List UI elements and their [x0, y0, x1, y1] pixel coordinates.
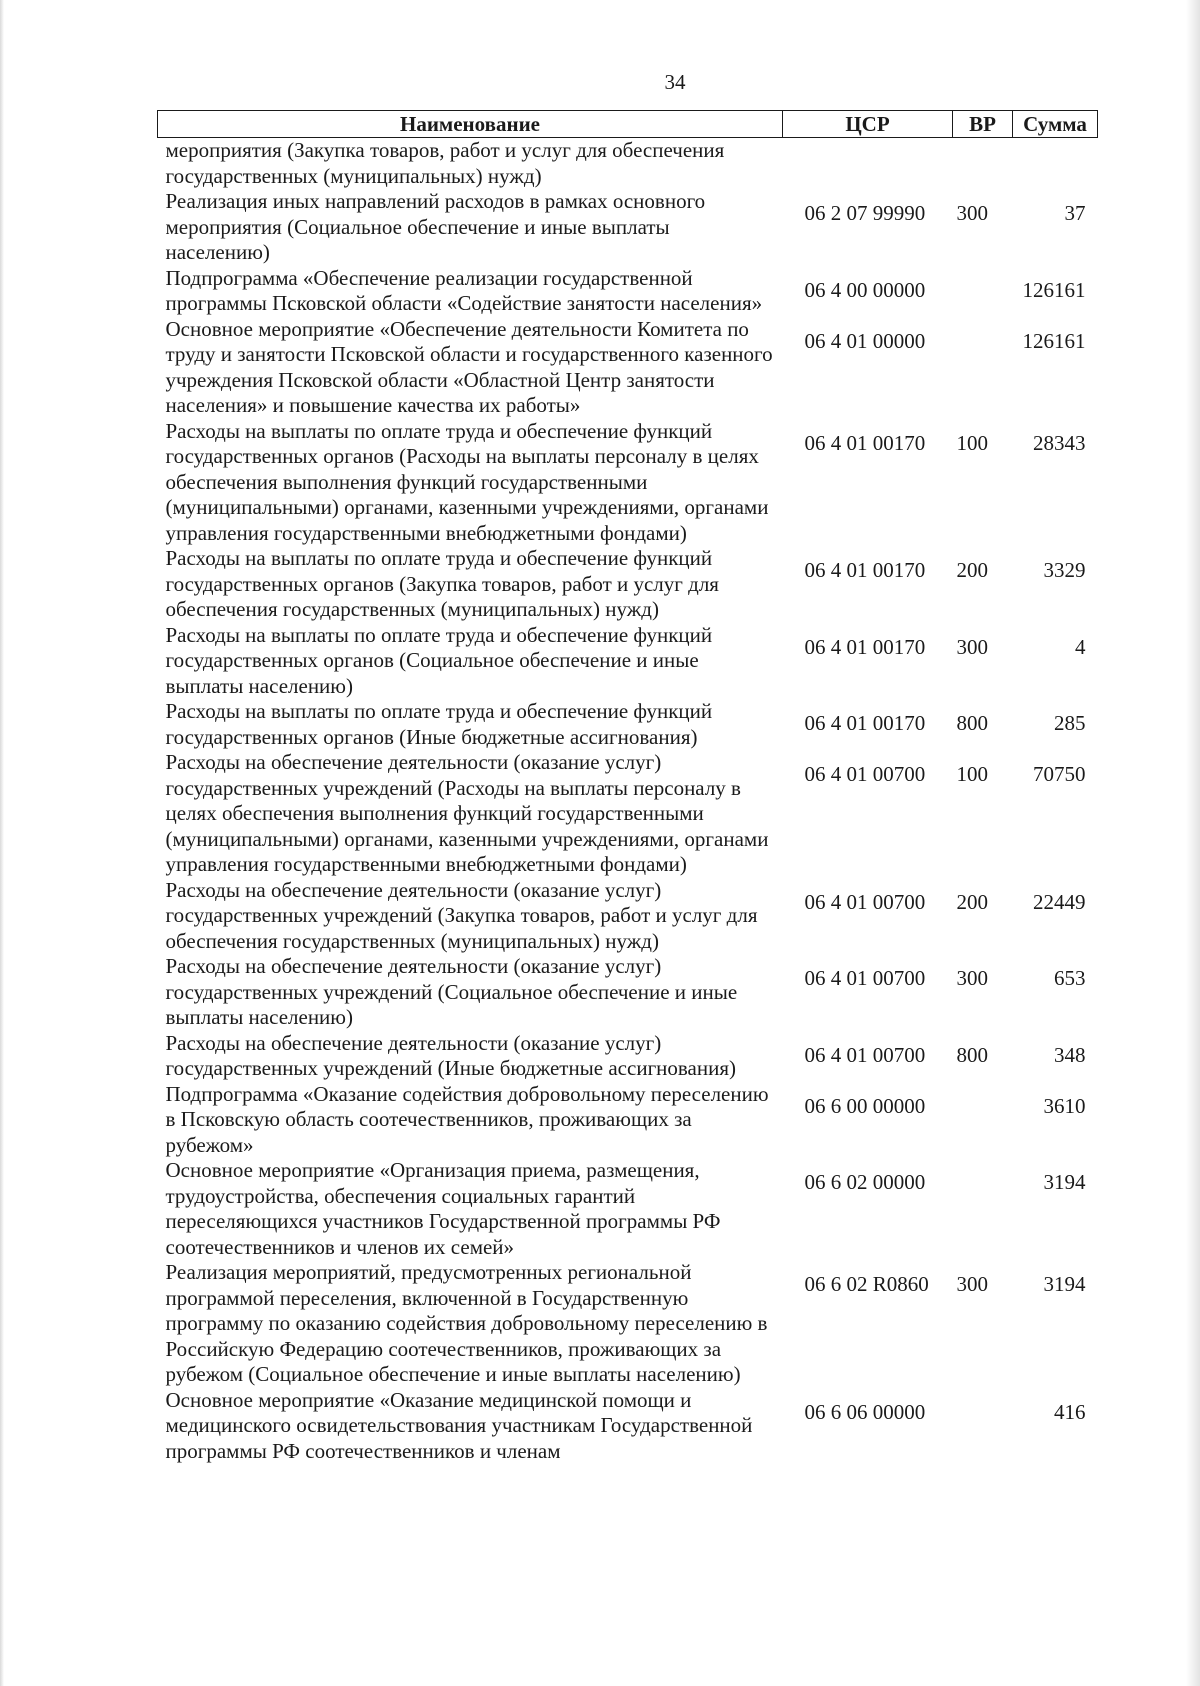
table-row — [158, 954, 1098, 1031]
row-sum — [1013, 138, 1098, 190]
header-vr: ВР — [953, 111, 1013, 138]
row-csr: 06 6 00 00000 — [804, 1093, 926, 1118]
table-row — [158, 1158, 1098, 1260]
row-csr: 06 4 01 00700 — [804, 1042, 926, 1067]
row-vr: 800 — [956, 711, 988, 735]
row-vr: 300 — [956, 634, 988, 659]
row-csr: 06 4 01 00700 — [804, 762, 926, 786]
row-name: Подпрограмма «Оказание содействия добровольному переселению в Псковскую область соотечественников, проживающих за рубежом» — [165, 1081, 769, 1157]
row-sum: 416 — [1054, 1399, 1086, 1424]
row-vr: 100 — [956, 762, 988, 786]
table-header — [158, 111, 1098, 138]
row-name: Расходы на выплаты по оплате труда и обеспечение функций государственных органов (Иные бюджетные ассигнования) — [165, 699, 713, 749]
row-sum: 70750 — [1033, 762, 1086, 786]
row-sum: 3329 — [1043, 558, 1086, 582]
row-sum: 348 — [1054, 1042, 1086, 1067]
table-row — [158, 189, 1098, 266]
table-row — [158, 266, 1098, 317]
page-number — [0, 70, 1200, 95]
table-row — [158, 546, 1098, 623]
header-csr: ЦСР — [783, 111, 953, 138]
table-row — [158, 138, 1098, 190]
row-csr: 06 4 01 00700 — [804, 889, 926, 914]
row-csr: 06 4 01 00170 — [804, 430, 926, 455]
row-sum: 4 — [1075, 634, 1086, 659]
table-row — [158, 419, 1098, 547]
row-sum: 22449 — [1033, 889, 1086, 914]
row-vr — [953, 138, 1013, 190]
row-sum: 653 — [1054, 966, 1086, 990]
table-row — [158, 1260, 1098, 1388]
scan-edge-left — [0, 0, 4, 1686]
row-csr: 06 4 00 00000 — [804, 277, 926, 302]
row-name: Подпрограмма «Обеспечение реализации государственной программы Псковской области «Содействие занятости населения» — [165, 265, 763, 315]
row-csr: 06 2 07 99990 — [804, 201, 926, 225]
table-body — [158, 138, 1098, 1465]
row-name: Реализация мероприятий, предусмотренных региональной программой переселения, включенной в Государственную программу по оказанию содействия добровольному переселению в Российскую Федерацию соотечественников, проживающих за рубежом (Социальное обеспечение и иные выплаты населению) — [165, 1260, 768, 1386]
row-vr — [953, 266, 1013, 317]
row-name: Расходы на обеспечение деятельности (оказание услуг) государственных учреждений (Иные бюджетные ассигнования) — [165, 1030, 737, 1080]
row-sum: 285 — [1054, 711, 1086, 735]
row-sum: 3610 — [1043, 1093, 1086, 1118]
row-vr: 300 — [956, 966, 988, 990]
row-sum: 3194 — [1043, 1272, 1086, 1296]
row-csr: 06 4 01 00700 — [804, 966, 926, 990]
row-name: Основное мероприятие «Организация приема, размещения, трудоустройства, обеспечения социальных гарантий переселяющихся участников Государственной программы РФ соотечественников и членов их семей» — [165, 1158, 721, 1259]
row-name: Основное мероприятие «Оказание медицинской помощи и медицинского освидетельствования участникам Государственной программы РФ соотечественников и членам — [165, 1387, 753, 1463]
row-vr — [953, 317, 1013, 419]
row-sum: 126161 — [1022, 277, 1086, 302]
row-sum: 28343 — [1033, 430, 1086, 455]
row-csr: 06 4 01 00170 — [804, 634, 926, 659]
header-row — [158, 111, 1098, 138]
row-name: Расходы на выплаты по оплате труда и обеспечение функций государственных органов (Социальное обеспечение и иные выплаты населению) — [165, 622, 713, 698]
table-row — [158, 623, 1098, 700]
row-sum: 37 — [1064, 201, 1086, 225]
table-row — [158, 1031, 1098, 1082]
row-csr: 06 4 01 00170 — [804, 558, 926, 582]
row-name: Расходы на выплаты по оплате труда и обеспечение функций государственных органов (Расходы на выплаты персоналу в целях обеспечения выполнения функций государственными (муниципальными) органами, казенными учреждениями, органами управления государственными внебюджетными фондами) — [165, 418, 769, 545]
row-vr: 800 — [956, 1042, 988, 1067]
table-row — [158, 750, 1098, 878]
row-name: мероприятия (Закупка товаров, работ и услуг для обеспечения государственных (муниципальных) нужд) — [165, 138, 725, 188]
row-vr: 300 — [956, 1272, 988, 1296]
row-sum: 126161 — [1022, 328, 1086, 353]
row-name: Реализация иных направлений расходов в рамках основного мероприятия (Социальное обеспечение и иные выплаты населению) — [165, 189, 706, 264]
row-csr: 06 4 01 00000 — [804, 328, 926, 353]
table-row — [158, 1082, 1098, 1159]
row-vr: 200 — [956, 558, 988, 582]
row-csr: 06 6 02 00000 — [804, 1170, 926, 1194]
table-row — [158, 699, 1098, 750]
row-vr: 300 — [956, 201, 988, 225]
header-name: Наименование — [158, 111, 783, 138]
row-vr — [953, 1388, 1013, 1465]
table-row — [158, 1388, 1098, 1465]
row-name: Расходы на выплаты по оплате труда и обеспечение функций государственных органов (Закупка товаров, работ и услуг для обеспечения государственных (муниципальных) нужд) — [165, 546, 719, 621]
row-name: Расходы на обеспечение деятельности (оказание услуг) государственных учреждений (Социальное обеспечение и иные выплаты населению) — [165, 954, 738, 1029]
table-row — [158, 317, 1098, 419]
row-csr: 06 6 02 R0860 — [804, 1272, 929, 1296]
row-name: Основное мероприятие «Обеспечение деятельности Комитета по труду и занятости Псковской области и государственного казенного учреждения Псковской области «Областной Центр занятости населения» и повышение качества их работы» — [165, 316, 773, 417]
row-name: Расходы на обеспечение деятельности (оказание услуг) государственных учреждений (Закупка товаров, работ и услуг для обеспечения государственных (муниципальных) нужд) — [165, 877, 758, 953]
row-csr — [783, 138, 953, 190]
row-vr: 200 — [956, 889, 988, 914]
row-sum: 3194 — [1043, 1170, 1086, 1194]
page-number-text: 34 — [664, 70, 686, 94]
row-csr: 06 6 06 00000 — [804, 1399, 926, 1424]
row-csr: 06 4 01 00170 — [804, 711, 926, 735]
row-vr: 100 — [956, 430, 988, 455]
row-vr — [953, 1082, 1013, 1159]
row-vr — [953, 1158, 1013, 1260]
scan-edge-right — [1186, 0, 1200, 1686]
header-sum: Сумма — [1013, 111, 1098, 138]
table-row — [158, 878, 1098, 955]
budget-table — [157, 110, 1098, 1464]
row-name: Расходы на обеспечение деятельности (оказание услуг) государственных учреждений (Расходы на выплаты персоналу в целях обеспечения выполнения функций государственными (муниципальными) органами, казенными учреждениями, органами управления государственными внебюджетными фондами) — [165, 750, 769, 876]
